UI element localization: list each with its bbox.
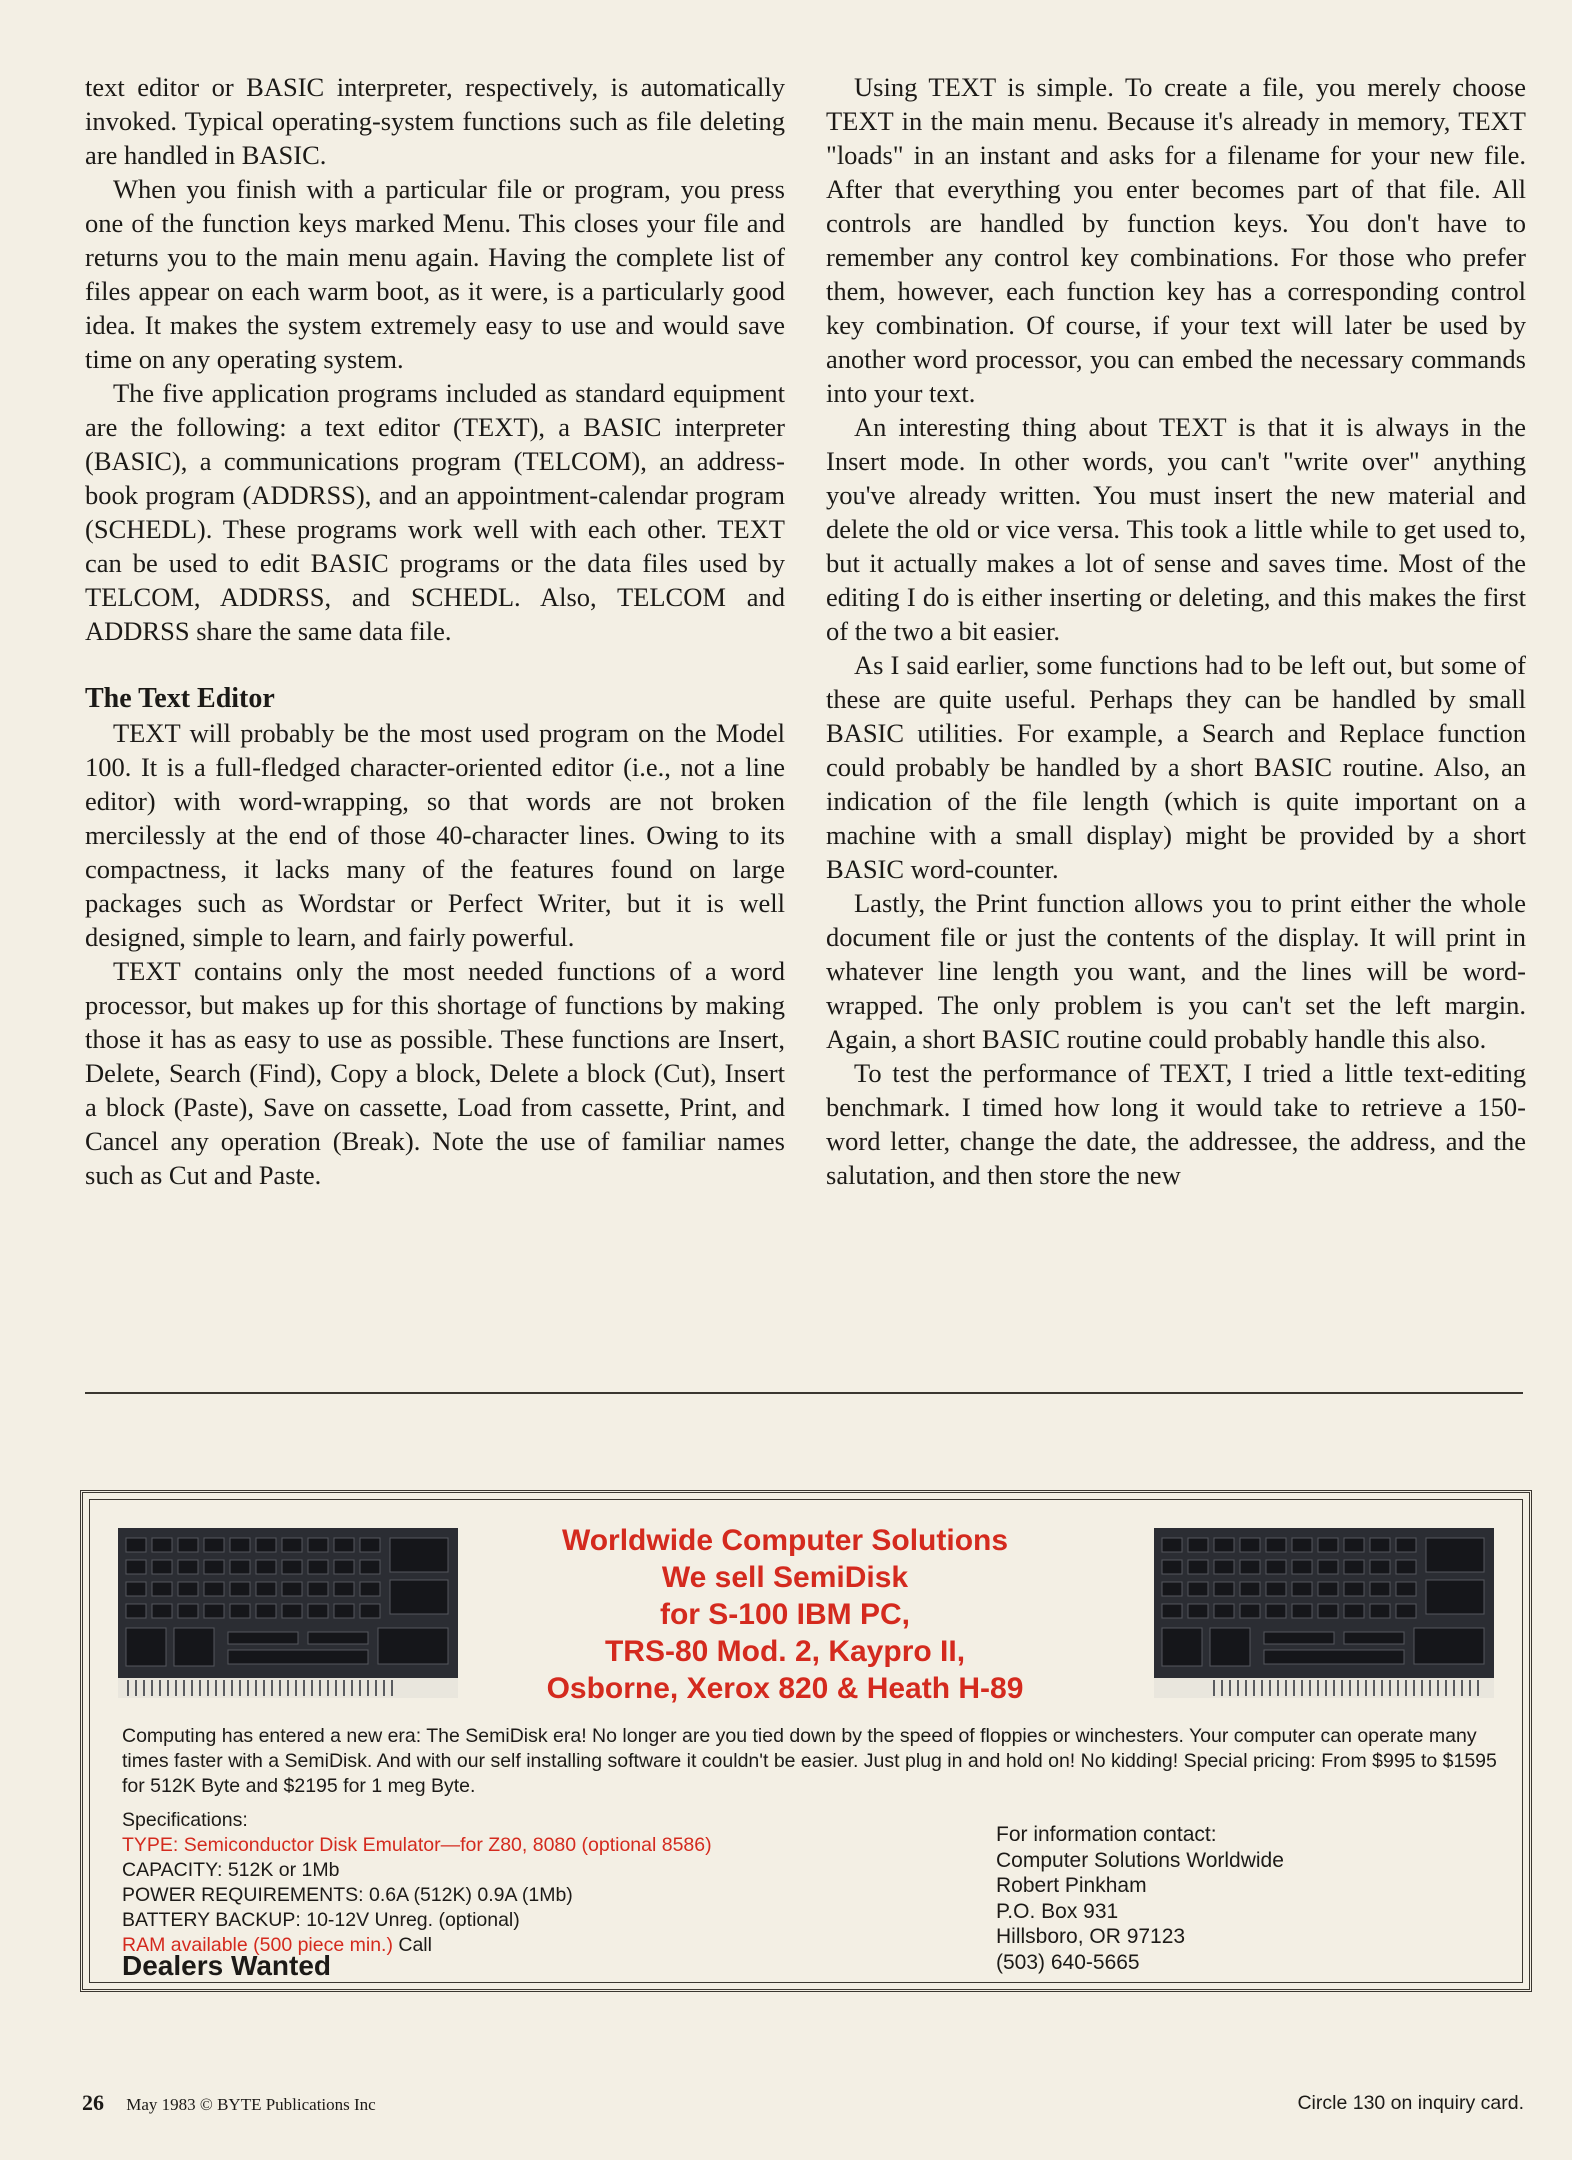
divider: [85, 1392, 1523, 1394]
paragraph: The five application programs included as standard equipment are the following: a text editor (TEXT), a BASIC interpreter (BASIC), a communications program (TELCOM), an address-book program (ADDRSS), and an appointment-calendar program (SCHEDL). These programs work well with each other. TEXT can be used to edit BASIC programs or the data files used by TELCOM, ADDRSS, and SCHEDL. Also, TELCOM and ADDRSS share the same data file.: [85, 378, 785, 646]
ram-available: RAM available (500 piece min.): [122, 1934, 393, 1956]
paragraph: As I said earlier, some functions had to be left out, but some of these are quite useful. Perhaps they can be handled by small BASIC utilities. For example, a Search and Replace function could probably be handled by a short BASIC routine. Also, an indication of the file length (which is quite important on a machine with a small display) might be provided by a short BASIC word-counter.: [826, 650, 1526, 884]
contact-block: [996, 1822, 1476, 1975]
headline-line: Osborne, Xerox 820 & Heath H-89: [546, 1672, 1024, 1705]
spec-power: POWER REQUIREMENTS: 0.6A (512K) 0.9A (1Mb): [122, 1884, 573, 1906]
contact-line: P.O. Box 931: [996, 1899, 1119, 1923]
contact-line: Robert Pinkham: [996, 1874, 1147, 1897]
dealers-wanted: Dealers Wanted: [122, 1950, 332, 1981]
contact-line: Computer Solutions Worldwide: [996, 1848, 1284, 1872]
right-column: [826, 70, 1526, 1192]
page-number: 26: [82, 2090, 104, 2115]
contact-line: (503) 640-5665: [996, 1950, 1140, 1974]
paragraph: To test the performance of TEXT, I tried a little text-editing benchmark. I timed how long it would take to retrieve a 150-word letter, change the date, the addressee, the address, and the salutation, and then store the new: [826, 1058, 1526, 1190]
paragraph: TEXT will probably be the most used program on the Model 100. It is a full-fledged character-oriented editor (i.e., not a line editor) with word-wrapping, so that words are not broken mercilessly at the end of those 40-character lines. Owing to its compactness, it lacks many of the features found on large packages such as Wordstar or Perfect Writer, but it is well designed, simple to learn, and fairly powerful.: [85, 718, 785, 952]
spec-battery: BATTERY BACKUP: 10-12V Unreg. (optional): [122, 1909, 520, 1931]
section-heading: The Text Editor: [85, 683, 275, 714]
paragraph: Using TEXT is simple. To create a file, you merely choose TEXT in the main menu. Because it's already in memory, TEXT "loads" in an instant and asks for a filename for your new file. After that everything you enter becomes part of that file. All controls are handled by function keys. You don't have to remember any control key combinations. For those who prefer them, however, each function key has a corresponding control key combination. Of course, if your text will later be used by another word processor, you can embed the necessary commands into your text.: [826, 72, 1526, 408]
headline-line: TRS-80 Mod. 2, Kaypro II,: [604, 1635, 966, 1668]
contact-line: Hillsboro, OR 97123: [996, 1925, 1186, 1948]
paragraph: Lastly, the Print function allows you to print either the whole document file or just the contents of the display. It will print in whatever line length you want, and the lines will be word-wrapped. The only problem is you can't set the left margin. Again, a short BASIC routine could probably handle this also.: [826, 888, 1526, 1054]
ad-headline: [510, 1522, 1060, 1707]
paragraph: text editor or BASIC interpreter, respectively, is automatically invoked. Typical operating-system functions such as file deleting are handled in BASIC.: [85, 72, 785, 170]
advertisement: [80, 1490, 1532, 1992]
ram-call: Call: [398, 1934, 432, 1956]
contact-line: For information contact:: [996, 1823, 1217, 1846]
headline-line: Worldwide Computer Solutions: [561, 1524, 1009, 1557]
paragraph: An interesting thing about TEXT is that it is always in the Insert mode. In other words, you can't "write over" anything you've already written. You must insert the new material and delete the old or vice versa. This took a little while to get used to, but it actually makes a lot of sense and saves time. Most of the editing I do is either inserting or deleting, and this makes the first of the two a bit easier.: [826, 412, 1526, 646]
paragraph: When you finish with a particular file or program, you press one of the function keys marked Menu. This closes your file and returns you to the main menu again. Having the complete list of files appear on each warm boot, as it were, is a particularly good idea. It makes the system extremely easy to use and would save time on any operating system.: [85, 174, 785, 374]
issue-credit: May 1983 © BYTE Publications Inc: [126, 2095, 376, 2114]
headline-line: for S-100 IBM PC,: [659, 1598, 911, 1631]
ad-specifications: [122, 1808, 922, 1958]
spec-type: TYPE: Semiconductor Disk Emulator—for Z80, 8080 (optional 8586): [122, 1834, 712, 1856]
inquiry-note: Circle 130 on inquiry card.: [1297, 2092, 1524, 2114]
specs-label: Specifications:: [122, 1809, 248, 1831]
ad-frame: [89, 1499, 1523, 1983]
circuit-board-photo: [118, 1528, 458, 1698]
page-footer: [82, 2090, 376, 2116]
spec-capacity: CAPACITY: 512K or 1Mb: [122, 1859, 340, 1881]
ad-blurb: Computing has entered a new era: The SemiDisk era! No longer are you tied down by the speed of floppies or winchesters. Your computer can operate many times faster with a SemiDisk. And with our self installing software it couldn't be easier. Just plug in and hold on! No kidding! Special pricing: From $995 to $1595 for 512K Byte and $2195 for 1 meg Byte.: [122, 1725, 1497, 1797]
paragraph: TEXT contains only the most needed functions of a word processor, but makes up for this shortage of functions by making those it has as easy to use as possible. These functions are Insert, Delete, Search (Find), Copy a block, Delete a block (Cut), Insert a block (Paste), Save on cassette, Load from cassette, Print, and Cancel any operation (Break). Note the use of familiar names such as Cut and Paste.: [85, 956, 785, 1190]
headline-line: We sell SemiDisk: [661, 1561, 909, 1594]
circuit-board-photo: [1154, 1528, 1494, 1698]
left-column: [85, 70, 785, 1192]
